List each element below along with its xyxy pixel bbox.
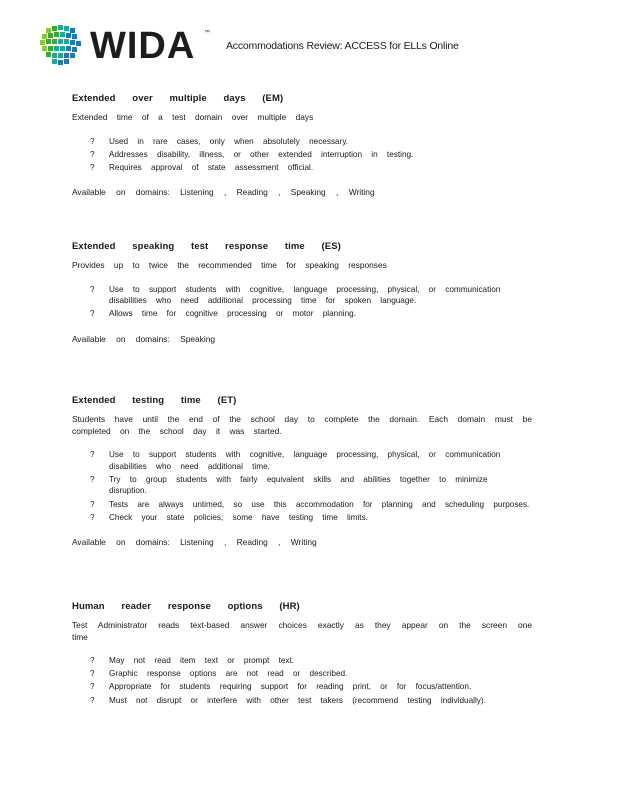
- page-header: [38, 22, 598, 70]
- bullet-glyph: ?: [90, 682, 95, 692]
- bullet-glyph: ?: [90, 499, 95, 509]
- bullet-list: [72, 655, 532, 706]
- bullet-glyph: ?: [90, 695, 95, 705]
- list-item: [72, 308, 532, 320]
- section-heading: Extended testing time (ET): [72, 395, 237, 406]
- bullet-glyph: ?: [90, 309, 95, 319]
- list-item-text: Tests are always untimed, so use this accommodation for planning and scheduling purposes.: [109, 499, 530, 509]
- list-item-text: Used in rare cases, only when absolutely necessary.: [109, 136, 349, 146]
- list-item: [72, 449, 532, 472]
- section-heading: Extended over multiple days (EM): [72, 93, 284, 104]
- wida-logo-text: WIDA: [90, 25, 196, 67]
- section-extended-speaking-time: [72, 240, 532, 345]
- list-item-text: Use to support students with cognitive, language processing, physical, or communication disabilities who need additional processing time for spoken language.: [109, 284, 501, 306]
- section-description: Students have until the end of the school day to complete the domain. Each domain must be completed on the school day it was started.: [72, 414, 532, 436]
- section-heading: Extended speaking test response time (ES): [72, 241, 341, 252]
- list-item-text: Requires approval of state assessment official.: [109, 162, 314, 172]
- list-item-text: Graphic response options are not read or described.: [109, 669, 348, 679]
- section-heading: Human reader response options (HR): [72, 601, 300, 612]
- list-item: [72, 512, 532, 524]
- bullet-list: [72, 449, 532, 523]
- list-item: [72, 474, 532, 497]
- bullet-glyph: ?: [90, 450, 95, 459]
- list-item: [72, 695, 532, 707]
- list-item: [72, 655, 532, 667]
- document-title: Accommodations Review: ACCESS for ELLs Online: [226, 40, 459, 52]
- section-description: Extended time of a test domain over multiple days: [72, 112, 314, 122]
- bullet-glyph: ?: [90, 136, 95, 146]
- list-item-text: Use to support students with cognitive, language processing, physical, or communication disabilities who need additional time.: [109, 450, 501, 471]
- list-item-text: May not read item text or prompt text.: [109, 656, 295, 665]
- list-item-text: Try to group students with fairly equivalent skills and abilities together to minimize disruption.: [109, 474, 488, 496]
- section-extended-testing-time: [72, 394, 532, 548]
- section-description: Test Administrator reads text-based answer choices exactly as they appear on the screen one time: [72, 620, 532, 642]
- list-item: [72, 149, 413, 161]
- bullet-glyph: ?: [90, 512, 95, 522]
- available-domains: Available on domains: Listening , Reading , Speaking , Writing: [72, 187, 375, 198]
- list-item-text: Appropriate for students requiring support for reading print, or for focus/attention.: [109, 682, 472, 692]
- list-item-text: Allows time for cognitive processing or motor planning.: [109, 309, 356, 319]
- bullet-glyph: ?: [90, 669, 95, 679]
- wida-logo-mark-icon: [40, 25, 81, 65]
- list-item: [72, 284, 532, 307]
- bullet-glyph: ?: [90, 474, 95, 484]
- list-item: [72, 136, 413, 148]
- list-item: [72, 162, 413, 174]
- list-item-text: Must not disrupt or interfere with other test takers (recommend testing individually).: [109, 695, 486, 705]
- bullet-glyph: ?: [90, 162, 95, 172]
- list-item-text: Addresses disability, illness, or other extended interruption in testing.: [109, 149, 414, 159]
- bullet-glyph: ?: [90, 656, 95, 665]
- bullet-list: [72, 284, 532, 320]
- bullet-list: [72, 136, 413, 174]
- list-item: [72, 668, 532, 680]
- wida-logo-trademark: ™: [204, 30, 210, 36]
- bullet-glyph: ?: [90, 149, 95, 159]
- available-domains: Available on domains: Listening , Reading , Writing: [72, 537, 317, 548]
- available-domains: Available on domains: Speaking: [72, 333, 216, 344]
- bullet-glyph: ?: [90, 284, 95, 294]
- list-item-text: Check your state policies; some have testing time limits.: [109, 512, 368, 522]
- section-human-reader-response: [72, 600, 532, 708]
- list-item: [72, 499, 532, 511]
- section-description: Provides up to twice the recommended time for speaking responses: [72, 260, 387, 270]
- section-extended-multiple-days: [72, 92, 413, 198]
- list-item: [72, 681, 532, 693]
